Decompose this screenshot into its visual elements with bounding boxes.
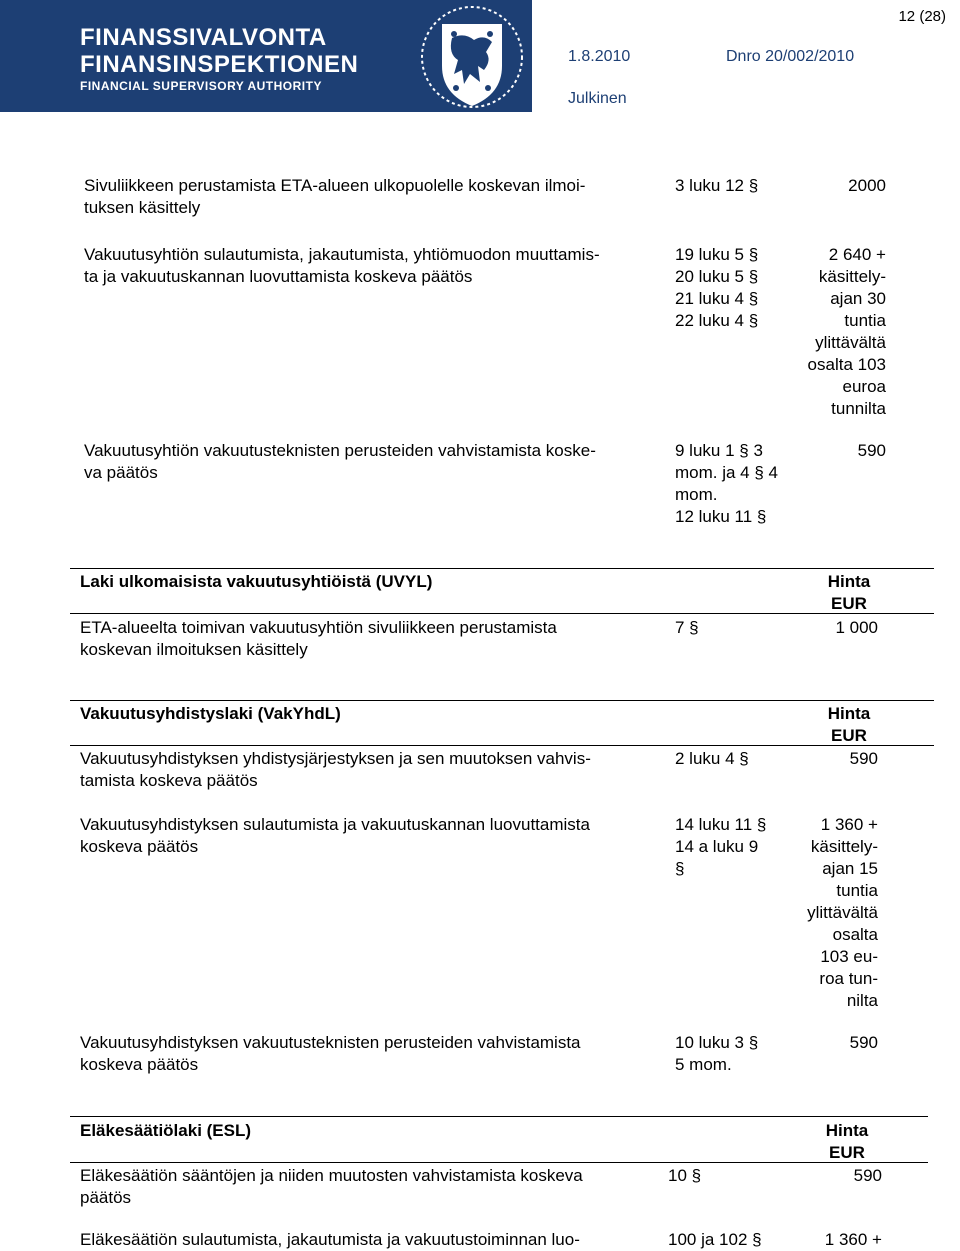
table-row-ref: 9 luku 1 § 3 mom. ja 4 § 4 mom. 12 luku 11 §	[675, 441, 778, 526]
logo-line-2: FINANSINSPEKTIONEN	[80, 51, 359, 78]
classification-label: Julkinen	[568, 90, 627, 107]
table-row-ref: 14 luku 11 § 14 a luku 9 §	[675, 815, 767, 878]
table-row-ref: 10 §	[668, 1166, 702, 1185]
table-row-desc: ETA-alueelta toimivan vakuutusyhtiön sivuliikkeen perustamista koskevan ilmoituksen käsittely	[80, 618, 557, 659]
table-row-ref: 100 ja 102 §	[668, 1230, 762, 1249]
price-column-header: Hinta EUR	[827, 572, 871, 613]
price-column-header: Hinta EUR	[825, 1121, 869, 1162]
table-row-price: 1 360 +	[824, 1230, 882, 1249]
table-row-price: 2 640 + käsittely- ajan 30 tuntia ylittävältä osalta 103 euroa tunnilta	[807, 245, 886, 418]
table-row-desc: Vakuutusyhtiön sulautumista, jakautumista, yhtiömuodon muuttamis- ta ja vakuutuskannan luovuttamista koskeva päätös	[84, 245, 600, 286]
table-row-price: 1 360 + käsittely- ajan 15 tuntia ylittävältä osalta 103 eu- roa tun- nilta	[807, 815, 878, 1010]
table-row-ref: 19 luku 5 § 20 luku 5 § 21 luku 4 § 22 luku 4 §	[675, 245, 759, 330]
table-row-price: 590	[849, 749, 878, 768]
section-divider	[70, 1116, 928, 1117]
brand-logo	[80, 24, 358, 94]
table-row-ref: 2 luku 4 §	[675, 749, 749, 768]
document-date: 1.8.2010	[568, 48, 631, 65]
section-divider	[70, 745, 934, 746]
section-title: Laki ulkomaisista vakuutusyhtiöistä (UVYL)	[80, 572, 433, 591]
section-divider	[70, 1162, 928, 1163]
table-row-ref: 3 luku 12 §	[675, 176, 759, 195]
table-row-desc: Sivuliikkeen perustamista ETA-alueen ulkopuolelle koskevan ilmoi- tuksen käsittely	[84, 176, 586, 217]
table-row-ref: 10 luku 3 § 5 mom.	[675, 1033, 759, 1074]
section-title: Vakuutusyhdistyslaki (VakYhdL)	[80, 704, 341, 723]
table-row-desc: Vakuutusyhdistyksen sulautumista ja vakuutuskannan luovuttamista koskeva päätös	[80, 815, 590, 856]
table-row-price: 590	[849, 1033, 878, 1052]
table-row-desc: Eläkesäätiön sulautumista, jakautumista ja vakuutustoiminnan luo-	[80, 1230, 580, 1249]
section-divider	[70, 613, 934, 614]
table-row-ref: 7 §	[675, 618, 699, 637]
page-number: 12 (28)	[898, 8, 946, 25]
table-row-price: 1 000	[835, 618, 878, 637]
table-row-desc: Vakuutusyhdistyksen vakuutusteknisten perusteiden vahvistamista koskeva päätös	[80, 1033, 581, 1074]
logo-line-1: FINANSSIVALVONTA	[80, 24, 327, 51]
lion-crest-icon	[420, 4, 524, 110]
section-title: Eläkesäätiölaki (ESL)	[80, 1121, 252, 1140]
table-row-price: 2000	[848, 176, 886, 195]
table-row-desc: Eläkesäätiön sääntöjen ja niiden muutosten vahvistamista koskeva päätös	[80, 1166, 583, 1207]
section-divider	[70, 700, 934, 701]
table-row-price: 590	[853, 1166, 882, 1185]
section-divider	[70, 568, 934, 569]
price-column-header: Hinta EUR	[827, 704, 871, 745]
logo-line-3: FINANCIAL SUPERVISORY AUTHORITY	[80, 79, 322, 93]
table-row-price: 590	[857, 441, 886, 460]
document-number: Dnro 20/002/2010	[726, 48, 855, 65]
table-row-desc: Vakuutusyhdistyksen yhdistysjärjestyksen ja sen muutoksen vahvis- tamista koskeva päätös	[80, 749, 591, 790]
table-row-desc: Vakuutusyhtiön vakuutusteknisten perusteiden vahvistamista koske- va päätös	[84, 441, 596, 482]
